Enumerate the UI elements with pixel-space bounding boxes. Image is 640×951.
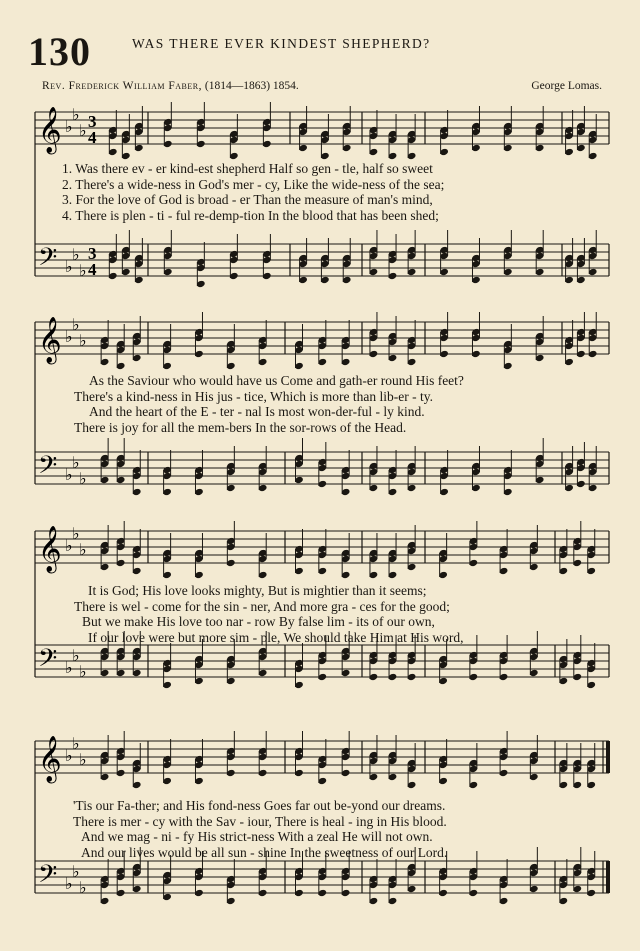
lyric-line-verse-2: There is mer - cy with the Sav - iour, There is heal - ing in His blood. xyxy=(73,813,447,829)
note-chord xyxy=(469,851,479,897)
treble-clef-icon: 𝄞 xyxy=(38,107,62,153)
lyric-line-verse-3: 3. For the love of God is broad - er Than the measure of man's mind, xyxy=(62,192,433,207)
note-chord xyxy=(100,859,110,905)
key-flat-icon: ♭ xyxy=(72,734,80,753)
lyric-line-verse-2: There is wel - come for the sin - ner, And more gra - ces for the good; xyxy=(74,598,450,614)
key-flat-icon: ♭ xyxy=(79,750,87,769)
key-flat-icon: ♭ xyxy=(72,315,80,334)
treble-clef-icon: 𝄞 xyxy=(38,317,62,363)
note-chord xyxy=(369,735,379,781)
treble-clef-icon: 𝄞 xyxy=(38,736,62,782)
note-chord xyxy=(469,743,479,789)
time-signature-bottom: 4 xyxy=(88,128,97,147)
note-chord xyxy=(318,739,328,785)
key-flat-icon: ♭ xyxy=(72,524,80,543)
key-flat-icon: ♭ xyxy=(72,105,80,124)
hymn-title: WAS THERE EVER KINDEST SHEPHERD? xyxy=(132,36,431,51)
composer-credit: George Lomas. xyxy=(531,80,602,92)
treble-clef-icon: 𝄞 xyxy=(38,526,62,572)
lyric-line-verse-3: But we make His love too nar - row By false lim - its of our own, xyxy=(82,614,435,629)
note-chord xyxy=(162,855,172,901)
lyric-line-verse-3: And the heart of the E - ter - nal Is most won-der-ful - ly kind. xyxy=(89,404,425,419)
note-chord xyxy=(100,735,110,781)
key-flat-icon: ♭ xyxy=(72,245,80,264)
note-chord xyxy=(369,859,379,905)
bass-clef-icon: 𝄢 xyxy=(38,860,58,895)
author-name: Rev. Frederick William Faber, xyxy=(42,80,202,92)
key-flat-icon: ♭ xyxy=(65,257,73,276)
note-chord xyxy=(294,731,304,777)
note-chord xyxy=(162,739,172,785)
lyric-line-verse-4: And our lives would be all sun - shine In the sweetness of our Lord. xyxy=(81,844,448,860)
note-chord xyxy=(341,731,351,777)
hymn-number: 130 xyxy=(28,29,91,74)
note-chord xyxy=(573,847,583,893)
key-flat-icon: ♭ xyxy=(79,469,87,488)
note-chord xyxy=(499,859,509,905)
key-flat-icon: ♭ xyxy=(79,121,87,140)
note-chord xyxy=(194,739,204,785)
note-chord xyxy=(559,743,569,789)
time-signature-bottom: 4 xyxy=(88,260,97,279)
bass-clef-icon: 𝄢 xyxy=(38,644,58,679)
note-chord xyxy=(586,743,596,789)
note-chord xyxy=(226,859,236,905)
key-flat-icon: ♭ xyxy=(79,331,87,350)
lyric-line-verse-2: 2. There's a wide-ness in God's mer - cy, Like the wide-ness of the sea; xyxy=(62,176,445,192)
key-flat-icon: ♭ xyxy=(79,878,87,897)
key-flat-icon: ♭ xyxy=(79,261,87,280)
note-chord xyxy=(116,731,126,777)
lyric-line-verse-3: And we mag - ni - fy His strict-ness With a zeal He will not own. xyxy=(81,829,433,844)
bass-clef-icon: 𝄢 xyxy=(38,451,58,486)
lyric-line-verse-4: 4. There is plen - ti - ful re-demp-tion In the blood that has been shed; xyxy=(62,207,439,223)
note-chord xyxy=(529,735,539,781)
note-chord xyxy=(586,851,596,897)
lyric-line-verse-1: It is God; His love looks mighty, But is mightier than it seems; xyxy=(88,583,427,598)
key-flat-icon: ♭ xyxy=(65,327,73,346)
note-chord xyxy=(388,859,398,905)
treble-staff xyxy=(35,731,609,789)
key-flat-icon: ♭ xyxy=(72,862,80,881)
lyric-line-verse-1: As the Saviour who would have us Come and gath-er round His feet? xyxy=(89,373,464,388)
key-flat-icon: ♭ xyxy=(79,662,87,681)
note-chord xyxy=(573,743,583,789)
key-flat-icon: ♭ xyxy=(65,658,73,677)
note-chord xyxy=(258,731,268,777)
lyric-line-verse-1: 'Tis our Fa-ther; and His fond-ness Goes far out be-yond our dreams. xyxy=(73,798,446,813)
key-flat-icon: ♭ xyxy=(65,117,73,136)
lyric-line-verse-4: If our love were but more sim - ple, We should take Him at His word, xyxy=(88,629,464,645)
key-flat-icon: ♭ xyxy=(65,874,73,893)
key-flat-icon: ♭ xyxy=(72,453,80,472)
time-signature-top: 3 xyxy=(88,112,97,131)
lyric-line-verse-1: 1. Was there ev - er kind-est shepherd Half so gen - tle, half so sweet xyxy=(62,161,433,176)
key-flat-icon: ♭ xyxy=(65,746,73,765)
note-chord xyxy=(499,731,509,777)
bass-clef-icon: 𝄢 xyxy=(38,243,58,278)
note-chord xyxy=(132,743,142,789)
lyric-line-verse-2: There's a kind-ness in His jus - tice, Which is more than lib-er - ty. xyxy=(74,388,433,404)
note-chord xyxy=(388,735,398,781)
note-chord xyxy=(559,859,569,905)
note-chord xyxy=(529,847,539,893)
note-chord xyxy=(407,743,417,789)
key-flat-icon: ♭ xyxy=(72,646,80,665)
lyric-line-verse-4: There is joy for all the mem-bers In the sor-rows of the Head. xyxy=(74,419,407,435)
key-flat-icon: ♭ xyxy=(65,465,73,484)
author-dates: (1814—1863) 1854. xyxy=(204,80,299,92)
key-flat-icon: ♭ xyxy=(65,536,73,555)
key-flat-icon: ♭ xyxy=(79,540,87,559)
time-signature-top: 3 xyxy=(88,244,97,263)
note-chord xyxy=(226,731,236,777)
note-chord xyxy=(438,739,448,785)
